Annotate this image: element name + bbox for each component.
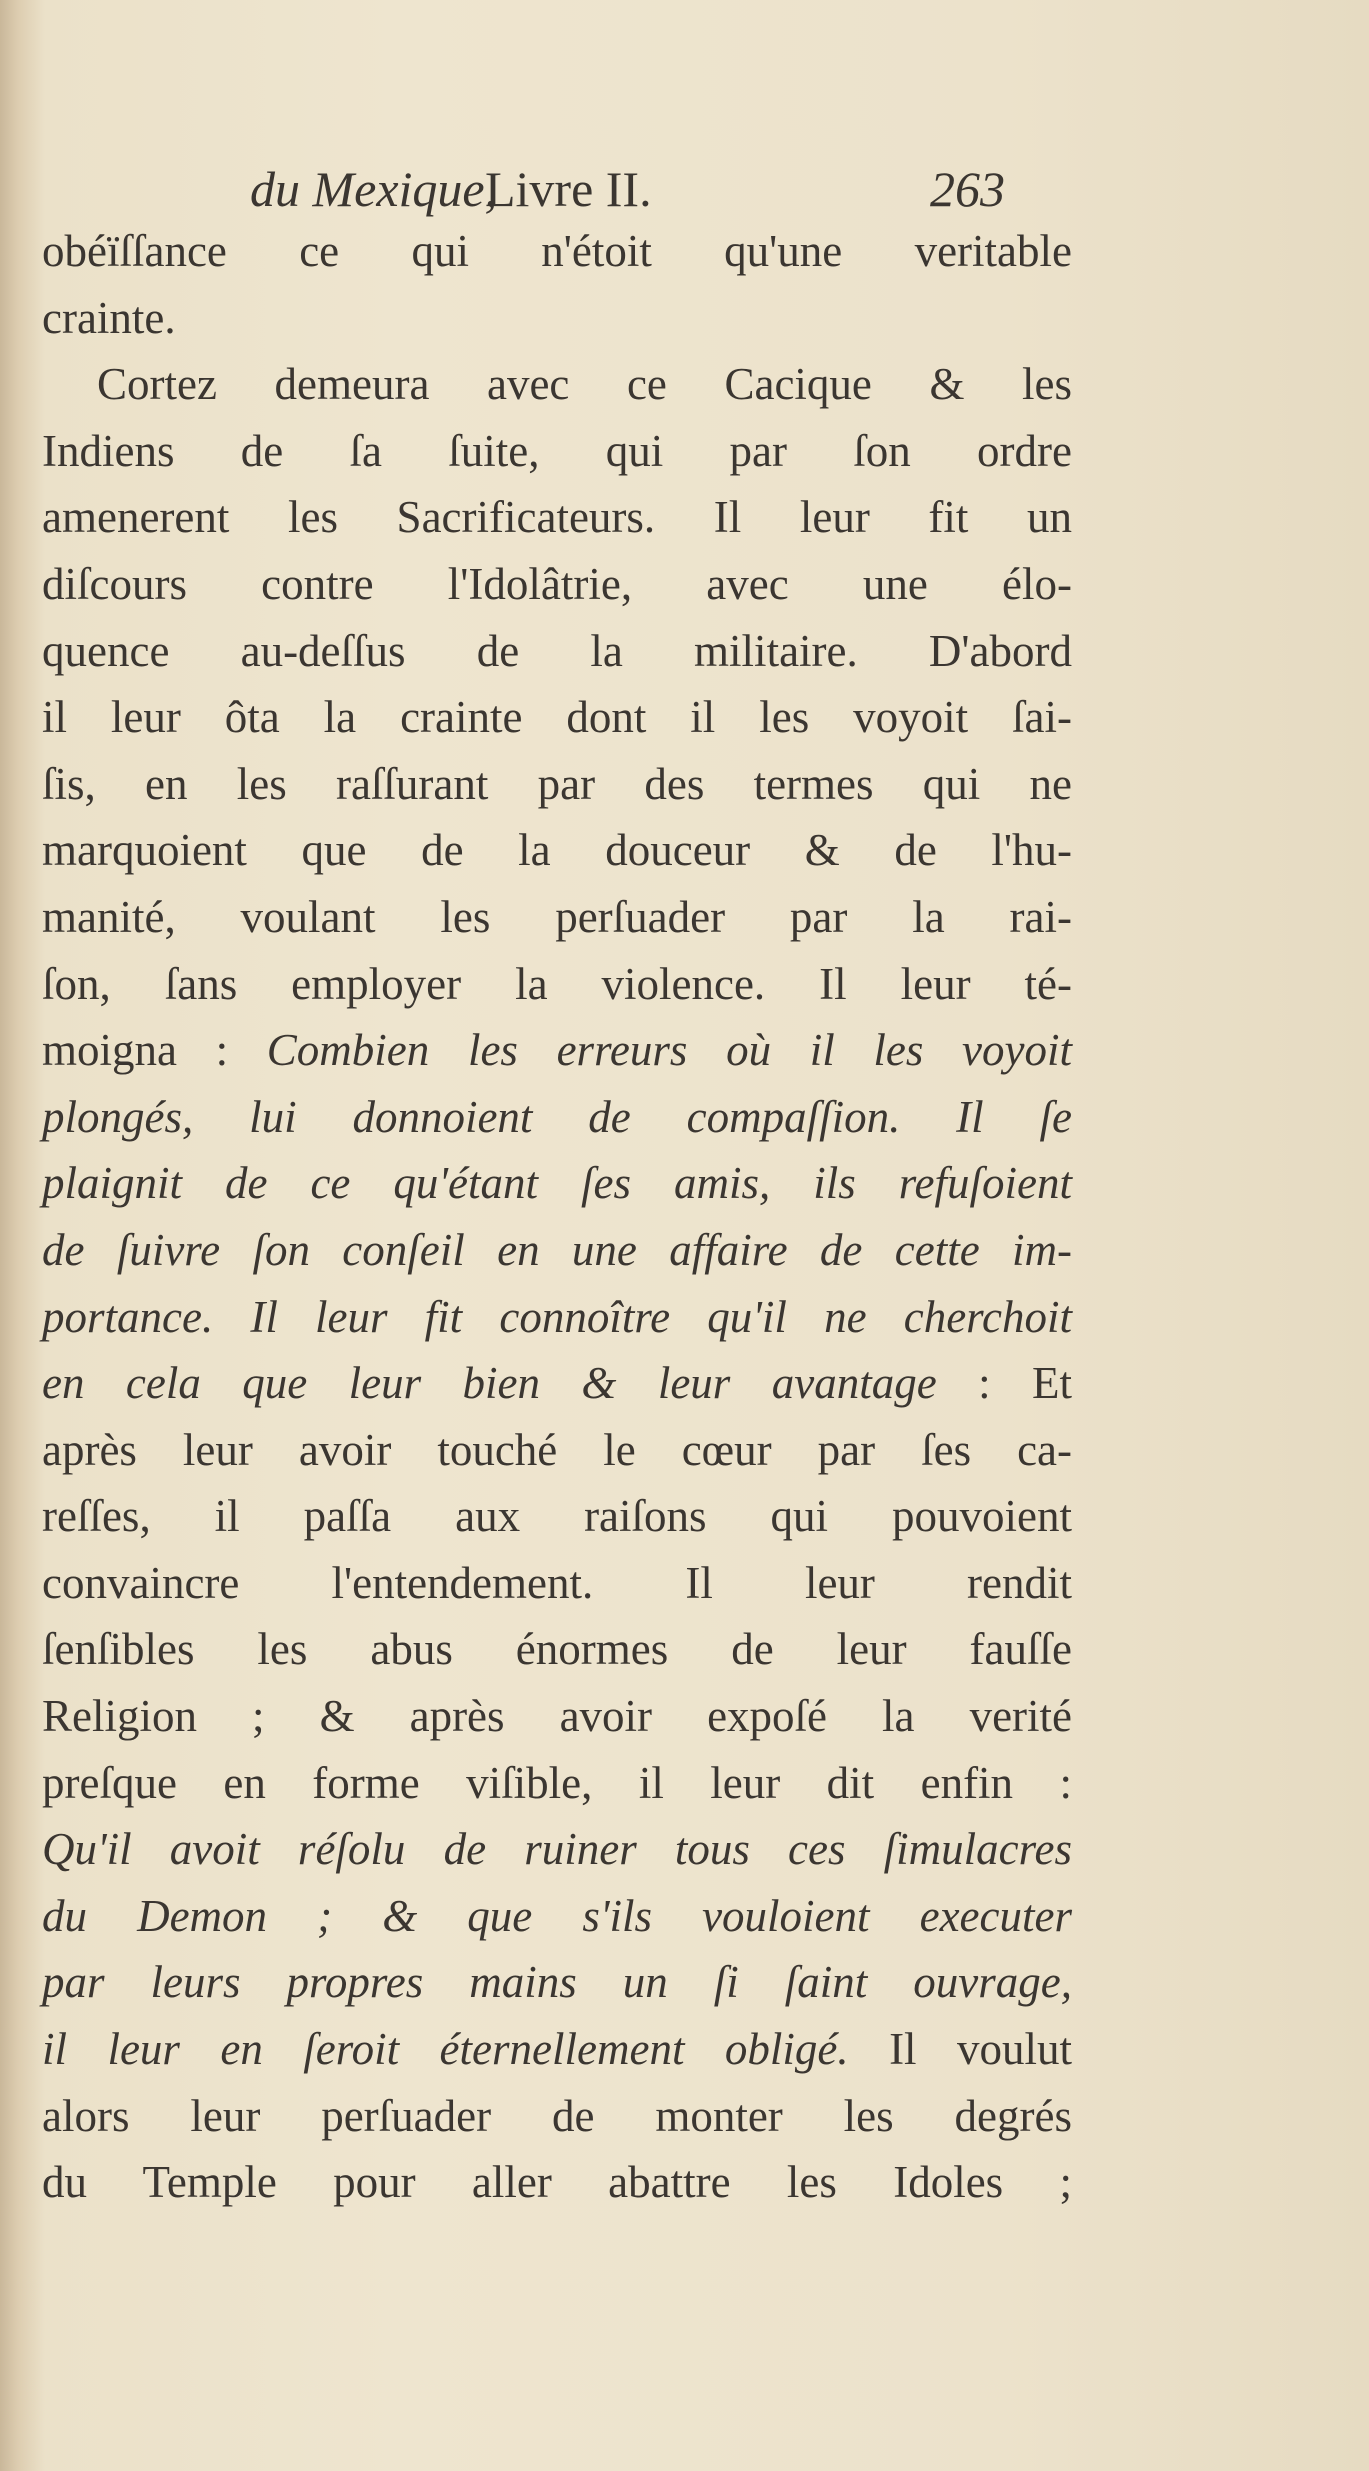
text-line xyxy=(42,1683,1072,1750)
text: diſcours contre l'Idolâtrie, avec une élo- xyxy=(42,558,1072,609)
text: preſque en forme viſible, il leur dit enfin : xyxy=(42,1757,1072,1808)
italic-text: Qu'il avoit réſolu de ruiner tous ces ſimulacres xyxy=(42,1824,1072,1875)
text-line xyxy=(42,1883,1072,1950)
italic-text: de ſuivre ſon conſeil en une affaire de cette im- xyxy=(42,1224,1072,1275)
text-line xyxy=(42,2149,1072,2216)
text: obéïſſance ce qui n'étoit qu'une veritable xyxy=(42,226,1072,276)
text-line xyxy=(42,351,1072,418)
text: après leur avoir touché le cœur par ſes ca- xyxy=(42,1424,1072,1475)
text: ſenſibles les abus énormes de leur fauſſe xyxy=(42,1624,1072,1675)
text: alors leur perſuader de monter les degrés xyxy=(42,2090,1072,2141)
text-line xyxy=(42,1017,1072,1084)
text-line xyxy=(42,1550,1072,1617)
text: reſſes, il paſſa aux raiſons qui pouvoient xyxy=(42,1491,1072,1542)
text-line xyxy=(42,1483,1072,1550)
text: manité, voulant les perſuader par la rai- xyxy=(42,891,1072,942)
text-line xyxy=(42,1084,1072,1151)
text-line xyxy=(42,1816,1072,1883)
text-line xyxy=(42,751,1072,818)
text: amenerent les Sacrificateurs. Il leur fit un xyxy=(42,492,1072,543)
text-line xyxy=(42,1217,1072,1284)
italic-text: plaignit de ce qu'étant ſes amis, ils refuſoient xyxy=(42,1158,1072,1209)
text-line xyxy=(42,551,1072,618)
page-number: 263 xyxy=(930,161,1005,217)
text-line xyxy=(42,1417,1072,1484)
text: ſis, en les raſſurant par des termes qui ne xyxy=(42,758,1072,809)
text: : Et xyxy=(936,1358,1072,1409)
text-line xyxy=(42,2083,1072,2150)
text-line xyxy=(42,1350,1072,1417)
text-line xyxy=(42,1150,1072,1217)
text: crainte. xyxy=(42,292,176,343)
text-line xyxy=(42,951,1072,1018)
italic-text: portance. Il leur fit connoître qu'il ne cherchoit xyxy=(42,1291,1072,1342)
book-label: Livre II. xyxy=(485,161,652,217)
text: ſon, ſans employer la violence. Il leur té- xyxy=(42,958,1072,1009)
text: Il voulut xyxy=(848,2024,1073,2075)
page-body-text xyxy=(42,218,1072,2216)
text-line xyxy=(42,817,1072,884)
text-line xyxy=(42,2016,1072,2083)
text: du Temple pour aller abattre les Idoles ; xyxy=(42,2157,1072,2208)
text-line xyxy=(42,618,1072,685)
running-title: du Mexique, xyxy=(250,161,498,217)
text-line xyxy=(42,285,1072,352)
text: Religion ; & après avoir expoſé la verité xyxy=(42,1691,1072,1742)
italic-text: du Demon ; & que s'ils vouloient executer xyxy=(42,1890,1072,1941)
italic-text: plongés, lui donnoient de compaſſion. Il ſe xyxy=(42,1091,1072,1142)
text: quence au-deſſus de la militaire. D'abord xyxy=(42,625,1072,676)
text-line xyxy=(42,418,1072,485)
italic-text: Combien les erreurs où il les voyoit xyxy=(266,1025,1072,1076)
text: moigna : xyxy=(42,1025,267,1076)
italic-text: par leurs propres mains un ſi ſaint ouvrage, xyxy=(42,1957,1072,2008)
text-line xyxy=(42,1750,1072,1817)
text: il leur ôta la crainte dont il les voyoit ſai- xyxy=(42,692,1072,743)
text-line xyxy=(42,484,1072,551)
text: marquoient que de la douceur & de l'hu- xyxy=(42,825,1072,876)
italic-text: en cela que leur bien & leur avantage xyxy=(42,1358,937,1409)
text-line xyxy=(42,1949,1072,2016)
text-line xyxy=(42,684,1072,751)
text: Cortez demeura avec ce Cacique & les xyxy=(97,359,1072,410)
text-line xyxy=(42,1616,1072,1683)
text-line xyxy=(42,1284,1072,1351)
text-line xyxy=(42,218,1072,285)
text: convaincre l'entendement. Il leur rendit xyxy=(42,1557,1072,1608)
italic-text: il leur en ſeroit éternellement obligé. xyxy=(42,2024,849,2075)
text: Indiens de ſa ſuite, qui par ſon ordre xyxy=(42,425,1072,476)
text-line xyxy=(42,884,1072,951)
